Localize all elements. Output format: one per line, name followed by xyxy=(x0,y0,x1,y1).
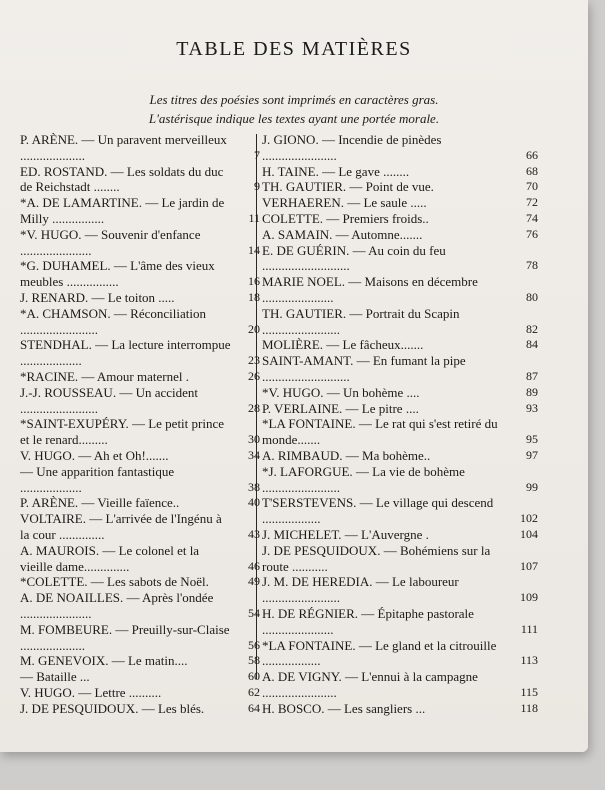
toc-entry-title: *V. HUGO. — Souvenir d'enfance ...................... xyxy=(20,226,201,258)
toc-entry-title: MOLIÈRE. — Le fâcheux....... xyxy=(262,337,424,353)
toc-entry-title: J. M. DE HEREDIA. — Le laboureur ........................ xyxy=(262,574,459,606)
toc-entry-title: *LA FONTAINE. — Le rat qui s'est retiré du monde....... xyxy=(262,416,498,448)
toc-entry xyxy=(20,669,260,685)
toc-entry-title: COLETTE. — Premiers froids.. xyxy=(262,210,429,226)
toc-entry-page-number: 109 xyxy=(520,590,538,605)
toc-entry xyxy=(262,195,538,211)
toc-entry-page-number: 66 xyxy=(526,147,538,162)
toc-entry-page-number: 64 xyxy=(248,700,260,715)
toc-entry-page-number: 28 xyxy=(248,400,260,415)
toc-entry xyxy=(20,574,260,590)
toc-entry xyxy=(20,685,260,701)
toc-entry xyxy=(262,638,538,670)
toc-entry-page-number: 74 xyxy=(526,210,538,225)
toc-entry xyxy=(262,543,538,575)
toc-entry-title: VOLTAIRE. — L'arrivée de l'Ingénu à la cour .............. xyxy=(20,511,222,542)
toc-entry xyxy=(20,653,260,669)
intro-note xyxy=(30,90,558,128)
toc-entry-title: — Bataille ... xyxy=(20,669,90,685)
toc-entry-page-number: 7 xyxy=(254,147,260,162)
toc-entry xyxy=(262,164,538,180)
toc-entry-page-number: 104 xyxy=(520,526,538,541)
toc-entry-title: V. HUGO. — Lettre .......... xyxy=(20,684,162,700)
toc-entry xyxy=(20,258,260,290)
toc-entry-title: J.-J. ROUSSEAU. — Un accident ........................ xyxy=(20,384,199,416)
toc-entry-page-number: 111 xyxy=(520,621,538,636)
toc-entry-page-number: 56 xyxy=(248,637,260,652)
toc-entry-page-number: 113 xyxy=(520,653,538,668)
toc-entry xyxy=(262,448,538,464)
toc-right-column xyxy=(262,132,538,716)
toc-entry xyxy=(262,353,538,385)
toc-entry xyxy=(20,448,260,464)
toc-entry-title: *LA FONTAINE. — Le gland et la citrouille .................. xyxy=(262,637,497,669)
toc-entry xyxy=(20,701,260,717)
toc-entry xyxy=(262,464,538,496)
toc-entry-page-number: 9 xyxy=(254,179,260,194)
toc-entry xyxy=(262,416,538,448)
toc-entry-page-number: 89 xyxy=(526,384,538,399)
toc-entry xyxy=(20,622,260,654)
toc-entry xyxy=(20,543,260,575)
toc-entry xyxy=(262,243,538,275)
toc-entry-page-number: 43 xyxy=(248,526,260,541)
toc-entry xyxy=(20,511,260,543)
toc-entry-title: *A. CHAMSON. — Réconciliation ........................ xyxy=(20,305,206,337)
toc-entry-page-number: 14 xyxy=(248,242,260,257)
toc-entry xyxy=(262,306,538,338)
toc-entry-title: A. DE NOAILLES. — Après l'ondée ...................... xyxy=(20,590,214,621)
toc-entry xyxy=(262,495,538,527)
toc-entry-page-number: 20 xyxy=(248,321,260,336)
toc-entry-title: J. DE PESQUIDOUX. — Les blés. xyxy=(20,700,205,716)
toc-entry-title: H. DE RÉGNIER. — Épitaphe pastorale ...................... xyxy=(262,605,474,637)
toc-entry-page-number: 97 xyxy=(526,447,538,462)
toc-entry xyxy=(262,669,538,701)
toc-entry-title: TH. GAUTIER. — Point de vue. xyxy=(262,179,434,195)
toc-entry xyxy=(20,306,260,338)
toc-entry-title: V. HUGO. — Ah et Oh!....... xyxy=(20,447,169,463)
toc-entry-title: J. MICHELET. — L'Auvergne . xyxy=(262,526,429,542)
toc-entry xyxy=(20,195,260,227)
toc-entry-page-number: 54 xyxy=(248,605,260,620)
toc-entry xyxy=(262,606,538,638)
toc-entry xyxy=(262,274,538,306)
toc-entry-page-number: 62 xyxy=(248,684,260,699)
toc-entry-page-number: 115 xyxy=(520,684,538,699)
intro-line-asterisk-note: L'astérisque indique les textes ayant une portée morale. xyxy=(148,111,440,126)
toc-entry xyxy=(20,337,260,369)
toc-entry-title: *SAINT-EXUPÉRY. — Le petit prince et le renard......... xyxy=(20,416,225,448)
toc-entry-title: MARIE NOEL. — Maisons en décembre ...................... xyxy=(262,274,478,305)
toc-entry xyxy=(20,416,260,448)
toc-entry-title: VERHAEREN. — Le saule ..... xyxy=(262,195,427,211)
toc-entry xyxy=(20,227,260,259)
toc-entry-title: SAINT-AMANT. — En fumant la pipe ........................... xyxy=(262,353,466,384)
intro-line-bold-note: Les titres des poésies sont imprimés en caractères gras. xyxy=(149,92,439,107)
toc-entry-page-number: 16 xyxy=(248,274,260,289)
toc-entry xyxy=(262,179,538,195)
toc-entry-title: *RACINE. — Amour maternel . xyxy=(20,368,189,384)
toc-entry-page-number: 18 xyxy=(248,289,260,304)
toc-entry xyxy=(262,337,538,353)
toc-entry xyxy=(20,369,260,385)
toc-entry xyxy=(262,527,538,543)
toc-entry-page-number: 38 xyxy=(248,479,260,494)
toc-entry xyxy=(20,385,260,417)
toc-entry-page-number: 118 xyxy=(520,700,538,715)
toc-entry-page-number: 23 xyxy=(248,353,260,368)
toc-entry-title: J. GIONO. — Incendie de pinèdes ....................... xyxy=(262,132,442,163)
toc-entry xyxy=(20,495,260,511)
toc-entry-page-number: 93 xyxy=(526,400,538,415)
toc-left-column xyxy=(20,132,260,716)
toc-entry xyxy=(20,464,260,496)
toc-entry-page-number: 34 xyxy=(248,447,260,462)
toc-entry-page-number: 99 xyxy=(526,479,538,494)
toc-entry xyxy=(262,132,538,164)
toc-entry-title: J. RENARD. — Le toiton ..... xyxy=(20,289,175,305)
page-title: TABLE DES MATIÈRES xyxy=(176,38,412,60)
toc-entry-title: H. BOSCO. — Les sangliers ... xyxy=(262,700,426,716)
toc-entry-title: *J. LAFORGUE. — La vie de bohème ........................ xyxy=(262,463,465,495)
toc-entry-page-number: 78 xyxy=(526,258,538,273)
toc-entry-page-number: 60 xyxy=(248,669,260,684)
toc-entry-page-number: 11 xyxy=(248,210,260,225)
toc-entry xyxy=(262,401,538,417)
toc-entry xyxy=(20,164,260,196)
toc-entry-title: *COLETTE. — Les sabots de Noël. xyxy=(20,574,209,590)
toc-entry-title: P. ARÈNE. — Vieille faïence.. xyxy=(20,495,180,511)
toc-entry-page-number: 26 xyxy=(248,368,260,383)
toc-entry-title: A. DE VIGNY. — L'ennui à la campagne ....................... xyxy=(262,669,478,700)
toc-entry xyxy=(262,211,538,227)
toc-entry xyxy=(262,574,538,606)
toc-entry-title: J. DE PESQUIDOUX. — Bohémiens sur la route ........... xyxy=(262,542,491,574)
toc-entry-title: T'SERSTEVENS. — Le village qui descend .................. xyxy=(262,495,494,527)
toc-entry-title: *A. DE LAMARTINE. — Le jardin de Milly ................ xyxy=(20,195,225,226)
toc-entry-page-number: 46 xyxy=(248,558,260,573)
toc-entry xyxy=(262,227,538,243)
toc-entry-page-number: 82 xyxy=(526,321,538,336)
toc-entry-title: M. GENEVOIX. — Le matin.... xyxy=(20,653,188,669)
toc-entry-page-number: 95 xyxy=(526,432,538,447)
toc-entry-title: A. MAUROIS. — Le colonel et la vieille dame.............. xyxy=(20,542,200,574)
toc-entry-title: ED. ROSTAND. — Les soldats du duc de Reichstadt ........ xyxy=(20,163,224,195)
toc-entry xyxy=(262,701,538,717)
toc-entry-title: *V. HUGO. — Un bohème .... xyxy=(262,384,420,400)
toc-entry-title: TH. GAUTIER. — Portrait du Scapin ........................ xyxy=(262,305,460,337)
toc-entry-title: P. VERLAINE. — Le pitre .... xyxy=(262,400,419,416)
toc-entry-page-number: 72 xyxy=(526,195,538,210)
toc-entry-page-number: 76 xyxy=(526,226,538,241)
toc-entry-page-number: 68 xyxy=(526,163,538,178)
toc-entry-page-number: 87 xyxy=(526,368,538,383)
toc-entry-title: P. ARÈNE. — Un paravent merveilleux .................... xyxy=(20,132,227,163)
toc-entry-title: A. RIMBAUD. — Ma bohème.. xyxy=(262,447,431,463)
toc-entry-page-number: 80 xyxy=(526,289,538,304)
toc-entry-title: E. DE GUÉRIN. — Au coin du feu ........................... xyxy=(262,242,446,274)
toc-entry-title: M. FOMBEURE. — Preuilly-sur-Claise .................... xyxy=(20,621,230,653)
toc-entry-title: — Une apparition fantastique ................... xyxy=(20,463,175,495)
toc-entry-page-number: 70 xyxy=(526,179,538,194)
toc-entry-page-number: 107 xyxy=(520,558,538,573)
toc-entry-title: *G. DUHAMEL. — L'âme des vieux meubles ................ xyxy=(20,258,215,290)
toc-entry-page-number: 30 xyxy=(248,432,260,447)
toc-entry xyxy=(20,132,260,164)
toc-entry-page-number: 58 xyxy=(248,653,260,668)
toc-entry-title: STENDHAL. — La lecture interrompue ................... xyxy=(20,337,231,369)
toc-entry-page-number: 84 xyxy=(526,337,538,352)
toc-entry-page-number: 40 xyxy=(248,495,260,510)
toc-entry-title: A. SAMAIN. — Automne....... xyxy=(262,226,423,242)
toc-entry-page-number: 102 xyxy=(520,511,538,526)
toc-entry xyxy=(262,385,538,401)
toc-entry xyxy=(20,290,260,306)
toc-entry-page-number: 49 xyxy=(248,574,260,589)
toc-entry xyxy=(20,590,260,622)
toc-entry-title: H. TAINE. — Le gave ........ xyxy=(262,163,410,179)
